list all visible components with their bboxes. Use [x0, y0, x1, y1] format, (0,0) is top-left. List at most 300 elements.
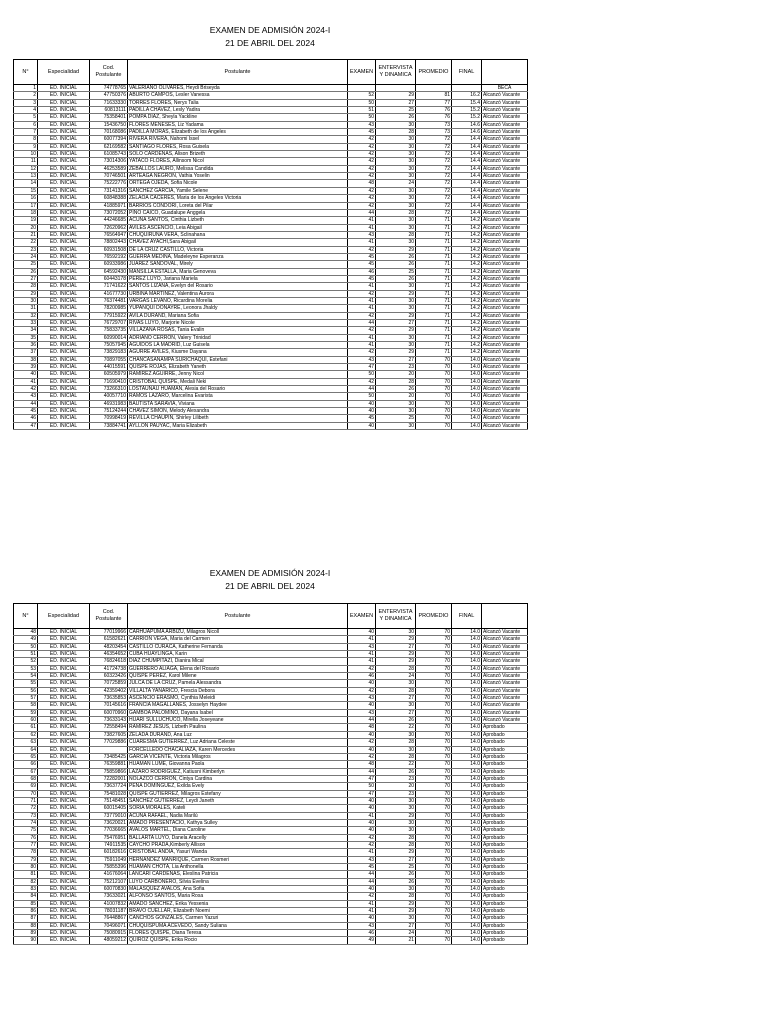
row-promedio: 70 — [416, 841, 452, 848]
row-examen: 47 — [348, 790, 376, 797]
row-examen: 42 — [348, 739, 376, 746]
row-number: 32 — [14, 312, 38, 319]
row-final: 14.2 — [452, 275, 482, 282]
table-body — [14, 85, 528, 430]
row-codigo: 75124244 — [90, 408, 128, 415]
table-row — [14, 85, 528, 92]
row-final: 14.2 — [452, 246, 482, 253]
row-especialidad: ED. INICIAL — [38, 99, 90, 106]
row-number: 16 — [14, 195, 38, 202]
table-row — [14, 92, 528, 99]
row-number: 85 — [14, 900, 38, 907]
table-row — [14, 114, 528, 121]
row-number: 57 — [14, 695, 38, 702]
row-number: 48 — [14, 629, 38, 636]
exam-title: EXAMEN DE ADMISIÓN 2024-I — [209, 568, 331, 578]
row-postulante: RIVERA RIVERA, Nahomi Issel — [128, 136, 348, 143]
table-row — [14, 239, 528, 246]
row-examen: 44 — [348, 209, 376, 216]
row-entrevista: 30 — [376, 165, 416, 172]
row-estado: Alcanzó Vacante — [482, 422, 528, 429]
row-examen: 45 — [348, 253, 376, 260]
row-entrevista: 26 — [376, 717, 416, 724]
row-especialidad: ED. INICIAL — [38, 378, 90, 385]
table-row — [14, 665, 528, 672]
row-especialidad: ED. INICIAL — [38, 165, 90, 172]
row-final: 14.2 — [452, 253, 482, 260]
row-number: 42 — [14, 386, 38, 393]
row-number: 24 — [14, 253, 38, 260]
row-estado: Alcanzó Vacante — [482, 297, 528, 304]
row-estado: Aprobado — [482, 930, 528, 937]
row-postulante: GAMBOA PALOMINO, Dayana Isabel — [128, 709, 348, 716]
row-codigo: 70746501 — [90, 173, 128, 180]
row-examen: 40 — [348, 702, 376, 709]
row-codigo: 60015405 — [90, 805, 128, 812]
row-number: 11 — [14, 158, 38, 165]
row-promedio: 70 — [416, 378, 452, 385]
row-estado: Aprobado — [482, 908, 528, 915]
row-entrevista: 21 — [376, 937, 416, 944]
row-especialidad: ED. INICIAL — [38, 908, 90, 915]
row-examen: 42 — [348, 136, 376, 143]
row-promedio: 72 — [416, 209, 452, 216]
row-number: 60 — [14, 717, 38, 724]
row-estado: Aprobado — [482, 856, 528, 863]
row-codigo: 60443178 — [90, 275, 128, 282]
table-row — [14, 680, 528, 687]
row-examen: 41 — [348, 908, 376, 915]
row-final: 14.0 — [452, 687, 482, 694]
row-final: 14.2 — [452, 283, 482, 290]
row-estado: Alcanzó Vacante — [482, 107, 528, 114]
row-especialidad: ED. INICIAL — [38, 717, 90, 724]
row-examen: 48 — [348, 180, 376, 187]
row-especialidad: ED. INICIAL — [38, 805, 90, 812]
row-final: 14.0 — [452, 893, 482, 900]
row-postulante: CHUQUIRUNA VERA, Sclinahana — [128, 231, 348, 238]
row-especialidad: ED. INICIAL — [38, 85, 90, 92]
row-codigo: 72558494 — [90, 724, 128, 731]
row-number: 49 — [14, 636, 38, 643]
row-examen: 42 — [348, 687, 376, 694]
row-examen — [348, 85, 376, 92]
row-examen: 41 — [348, 297, 376, 304]
row-promedio: 71 — [416, 320, 452, 327]
row-number: 55 — [14, 680, 38, 687]
row-promedio: 72 — [416, 151, 452, 158]
row-final: 14.0 — [452, 731, 482, 738]
row-promedio: 70 — [416, 673, 452, 680]
row-estado: Alcanzó Vacante — [482, 629, 528, 636]
row-estado: Aprobado — [482, 812, 528, 819]
row-number: 71 — [14, 797, 38, 804]
row-codigo: 76564947 — [90, 231, 128, 238]
row-number: 14 — [14, 180, 38, 187]
row-final: 14.0 — [452, 827, 482, 834]
row-number: 4 — [14, 107, 38, 114]
row-estado: Alcanzó Vacante — [482, 92, 528, 99]
row-entrevista: 30 — [376, 680, 416, 687]
row-codigo: 70998419 — [90, 415, 128, 422]
row-examen: 41 — [348, 305, 376, 312]
row-promedio: 72 — [416, 202, 452, 209]
row-codigo: 73141316 — [90, 187, 128, 194]
row-final: 14.4 — [452, 202, 482, 209]
row-estado: Alcanzó Vacante — [482, 702, 528, 709]
row-estado: Aprobado — [482, 849, 528, 856]
row-examen: 41 — [348, 334, 376, 341]
row-examen: 42 — [348, 753, 376, 760]
row-number: 43 — [14, 393, 38, 400]
row-examen: 40 — [348, 886, 376, 893]
row-especialidad: ED. INICIAL — [38, 129, 90, 136]
row-estado: Alcanzó Vacante — [482, 415, 528, 422]
row-examen: 41 — [348, 900, 376, 907]
row-codigo: 77036665 — [90, 827, 128, 834]
row-number: 69 — [14, 783, 38, 790]
row-entrevista: 20 — [376, 393, 416, 400]
row-number: 22 — [14, 239, 38, 246]
row-codigo: 75476951 — [90, 834, 128, 841]
row-postulante: GUERRERO ALIAGA, Elena del Rosario — [128, 665, 348, 672]
row-number: 75 — [14, 827, 38, 834]
row-final: 14.0 — [452, 930, 482, 937]
row-estado: Aprobado — [482, 922, 528, 929]
row-codigo: 60070960 — [90, 709, 128, 716]
row-especialidad: ED. INICIAL — [38, 695, 90, 702]
row-promedio: 70 — [416, 783, 452, 790]
row-promedio: 72 — [416, 180, 452, 187]
row-final: 14.0 — [452, 878, 482, 885]
row-entrevista: 29 — [376, 246, 416, 253]
row-estado: Alcanzó Vacante — [482, 202, 528, 209]
row-examen: 42 — [348, 893, 376, 900]
row-final: 14.2 — [452, 268, 482, 275]
table-row — [14, 702, 528, 709]
row-examen: 45 — [348, 864, 376, 871]
row-promedio: 70 — [416, 834, 452, 841]
row-postulante: CHAVEZ AYACHI,Sara Abigail — [128, 239, 348, 246]
row-number: 13 — [14, 173, 38, 180]
table-row — [14, 753, 528, 760]
row-promedio: 70 — [416, 643, 452, 650]
row-especialidad: ED. INICIAL — [38, 687, 90, 694]
row-final: 14.4 — [452, 165, 482, 172]
row-examen: 44 — [348, 768, 376, 775]
row-especialidad: ED. INICIAL — [38, 246, 90, 253]
row-estado: Alcanzó Vacante — [482, 400, 528, 407]
row-final: 14.2 — [452, 334, 482, 341]
row-estado: Alcanzó Vacante — [482, 651, 528, 658]
row-codigo: 41676064 — [90, 871, 128, 878]
row-promedio: 71 — [416, 231, 452, 238]
row-especialidad: ED. INICIAL — [38, 812, 90, 819]
table-row — [14, 364, 528, 371]
row-final: 14.0 — [452, 900, 482, 907]
row-estado: Alcanzó Vacante — [482, 99, 528, 106]
row-postulante: CHUQUISPUMA ACEVEDO, Sandy Suliana — [128, 922, 348, 929]
row-promedio: 70 — [416, 658, 452, 665]
row-codigo: 73829183 — [90, 349, 128, 356]
row-estado: Alcanzó Vacante — [482, 195, 528, 202]
row-estado: Alcanzó Vacante — [482, 143, 528, 150]
row-examen: 43 — [348, 695, 376, 702]
col-especialidad: Especialidad — [38, 60, 90, 85]
row-postulante: BARRIOS CONDORI, Loreta del Pilar — [128, 202, 348, 209]
row-especialidad: ED. INICIAL — [38, 187, 90, 194]
row-final: 14.0 — [452, 768, 482, 775]
row-codigo: 47750376 — [90, 92, 128, 99]
row-entrevista: 29 — [376, 312, 416, 319]
row-final: 15.2 — [452, 107, 482, 114]
row-especialidad: ED. INICIAL — [38, 320, 90, 327]
row-estado: Alcanzó Vacante — [482, 165, 528, 172]
row-final: 14.6 — [452, 129, 482, 136]
table-row — [14, 422, 528, 429]
row-examen: 40 — [348, 915, 376, 922]
row-promedio: 70 — [416, 900, 452, 907]
row-entrevista: 29 — [376, 651, 416, 658]
col-especialidad: Especialidad — [38, 604, 90, 629]
table-row — [14, 231, 528, 238]
row-promedio: 70 — [416, 665, 452, 672]
row-examen: 44 — [348, 717, 376, 724]
row-entrevista: 30 — [376, 143, 416, 150]
row-number: 39 — [14, 364, 38, 371]
row-examen: 44 — [348, 871, 376, 878]
row-codigo: 75358401 — [90, 114, 128, 121]
row-number: 19 — [14, 217, 38, 224]
row-estado: Alcanzó Vacante — [482, 224, 528, 231]
row-number: 87 — [14, 915, 38, 922]
row-especialidad: ED. INICIAL — [38, 121, 90, 128]
row-especialidad: ED. INICIAL — [38, 173, 90, 180]
row-postulante: ORTEGA OJEDA, Sofia Nicole — [128, 180, 348, 187]
row-number: 80 — [14, 864, 38, 871]
row-especialidad: ED. INICIAL — [38, 915, 90, 922]
row-number: 74 — [14, 819, 38, 826]
row-codigo: 41677730 — [90, 290, 128, 297]
row-postulante: HERNANDEZ MANRIQUE, Carmen Rosmeri — [128, 856, 348, 863]
row-especialidad: ED. INICIAL — [38, 834, 90, 841]
row-postulante: URBINA MARTINEZ, Valentina Aurora — [128, 290, 348, 297]
row-number: 61 — [14, 724, 38, 731]
row-promedio: 70 — [416, 629, 452, 636]
row-codigo: 75148451 — [90, 797, 128, 804]
row-estado: Aprobado — [482, 797, 528, 804]
row-final: 16.2 — [452, 92, 482, 99]
row-entrevista: 30 — [376, 283, 416, 290]
row-number: 59 — [14, 709, 38, 716]
row-number: 27 — [14, 275, 38, 282]
col-postulante: Postulante — [128, 604, 348, 629]
row-entrevista: 27 — [376, 695, 416, 702]
table-row — [14, 922, 528, 929]
row-postulante: ASCENCIO ERASMO, Cynthia Meleidi — [128, 695, 348, 702]
row-codigo: 74911535 — [90, 841, 128, 848]
row-examen: 41 — [348, 636, 376, 643]
row-examen: 45 — [348, 275, 376, 282]
sheet-page-2 — [0, 540, 768, 1024]
row-especialidad: ED. INICIAL — [38, 422, 90, 429]
row-promedio: 70 — [416, 393, 452, 400]
row-entrevista: 30 — [376, 342, 416, 349]
row-final: 14.2 — [452, 305, 482, 312]
row-especialidad: ED. INICIAL — [38, 930, 90, 937]
row-postulante: AMADO SANCHEZ, Erika Yessenia — [128, 900, 348, 907]
table-row — [14, 864, 528, 871]
row-promedio: 71 — [416, 349, 452, 356]
table-body — [14, 629, 528, 945]
row-examen: 42 — [348, 327, 376, 334]
row-entrevista: 28 — [376, 834, 416, 841]
row-estado: Alcanzó Vacante — [482, 261, 528, 268]
row-examen: 42 — [348, 165, 376, 172]
table-row — [14, 342, 528, 349]
row-postulante: ZELAOA CACERES, Maria de los Angeles Victoria — [128, 195, 348, 202]
row-promedio: 70 — [416, 937, 452, 944]
row-postulante: SOLO CARDENAS, Alison Brizeth — [128, 151, 348, 158]
table-row — [14, 856, 528, 863]
row-postulante: QUISPE GUTIERREZ, Milagros Estefany — [128, 790, 348, 797]
table-row — [14, 356, 528, 363]
row-final: 14.0 — [452, 651, 482, 658]
row-especialidad: ED. INICIAL — [38, 819, 90, 826]
row-estado: Alcanzó Vacante — [482, 305, 528, 312]
row-postulante: ADRIANO CERRON, Valery Trinidad — [128, 334, 348, 341]
row-postulante: HUAMAN CHOTA, Lia Anthonella — [128, 864, 348, 871]
row-estado: BECA — [482, 85, 528, 92]
row-examen: 42 — [348, 143, 376, 150]
row-entrevista: 29 — [376, 812, 416, 819]
table-row — [14, 768, 528, 775]
row-final: 14.0 — [452, 746, 482, 753]
row-especialidad: ED. INICIAL — [38, 371, 90, 378]
row-examen: 43 — [348, 709, 376, 716]
row-entrevista: 26 — [376, 871, 416, 878]
row-estado: Alcanzó Vacante — [482, 173, 528, 180]
row-examen: 42 — [348, 834, 376, 841]
row-number: 50 — [14, 643, 38, 650]
row-number: 29 — [14, 290, 38, 297]
row-postulante: POMPA DIAZ, Sheyla Yackline — [128, 114, 348, 121]
row-promedio: 71 — [416, 342, 452, 349]
row-entrevista: 30 — [376, 187, 416, 194]
row-postulante: SANTIAGO FLORES, Rosa Guisela — [128, 143, 348, 150]
row-especialidad: ED. INICIAL — [38, 239, 90, 246]
table-row — [14, 827, 528, 834]
row-entrevista: 27 — [376, 856, 416, 863]
row-postulante: CARHUAPUMA ARBIZU, Milagros Nicoll — [128, 629, 348, 636]
row-estado: Alcanzó Vacante — [482, 151, 528, 158]
table-row — [14, 805, 528, 812]
row-final: 14.2 — [452, 342, 482, 349]
row-final: 14.0 — [452, 643, 482, 650]
row-number: 86 — [14, 908, 38, 915]
row-final: 14.0 — [452, 636, 482, 643]
row-promedio: 72 — [416, 158, 452, 165]
row-entrevista: 30 — [376, 202, 416, 209]
table-row — [14, 930, 528, 937]
table-row — [14, 761, 528, 768]
row-entrevista: 27 — [376, 320, 416, 327]
row-final: 14.0 — [452, 364, 482, 371]
row-final: 14.2 — [452, 320, 482, 327]
row-estado: Aprobado — [482, 753, 528, 760]
row-codigo: 72620962 — [90, 224, 128, 231]
row-final: 14.0 — [452, 849, 482, 856]
exam-date: 21 DE ABRIL DEL 2024 — [225, 581, 315, 591]
row-promedio: 70 — [416, 797, 452, 804]
col-promedio: PROMEDIO — [416, 604, 452, 629]
row-especialidad: ED. INICIAL — [38, 312, 90, 319]
row-especialidad: ED. INICIAL — [38, 871, 90, 878]
table-row — [14, 709, 528, 716]
row-number: 25 — [14, 261, 38, 268]
row-promedio: 70 — [416, 864, 452, 871]
row-promedio: 71 — [416, 334, 452, 341]
row-postulante: CHAVEZ SIMON, Melody Alexandra — [128, 408, 348, 415]
table-row — [14, 187, 528, 194]
row-final: 14.0 — [452, 856, 482, 863]
row-examen: 46 — [348, 673, 376, 680]
table-row — [14, 937, 528, 944]
row-especialidad: ED. INICIAL — [38, 651, 90, 658]
row-entrevista: 26 — [376, 768, 416, 775]
row-examen: 42 — [348, 158, 376, 165]
row-postulante: SANTOS LIZANA, Evelyn del Rosario — [128, 283, 348, 290]
row-number: 83 — [14, 886, 38, 893]
row-estado: Aprobado — [482, 871, 528, 878]
row-entrevista: 27 — [376, 643, 416, 650]
row-codigo: 64592430 — [90, 268, 128, 275]
table-row — [14, 158, 528, 165]
row-final: 14.0 — [452, 908, 482, 915]
table-row — [14, 717, 528, 724]
row-number: 44 — [14, 400, 38, 407]
table-row — [14, 261, 528, 268]
row-especialidad: ED. INICIAL — [38, 827, 90, 834]
row-especialidad: ED. INICIAL — [38, 297, 90, 304]
row-examen: 52 — [348, 92, 376, 99]
row-final: 14.0 — [452, 665, 482, 672]
row-number: 6 — [14, 121, 38, 128]
exam-date: 21 DE ABRIL DEL 2024 — [225, 38, 315, 48]
col-n: N° — [14, 60, 38, 85]
row-number: 78 — [14, 849, 38, 856]
row-examen: 42 — [348, 195, 376, 202]
row-entrevista: 25 — [376, 864, 416, 871]
row-postulante: CUBA HUAYLINGA, Karin — [128, 651, 348, 658]
row-codigo: 75855396 — [90, 864, 128, 871]
table-row — [14, 643, 528, 650]
row-final: 15.4 — [452, 99, 482, 106]
row-entrevista: 26 — [376, 275, 416, 282]
row-entrevista: 30 — [376, 915, 416, 922]
row-promedio: 71 — [416, 275, 452, 282]
row-promedio: 81 — [416, 92, 452, 99]
row-promedio: 71 — [416, 253, 452, 260]
row-promedio: 70 — [416, 908, 452, 915]
row-codigo: 44246685 — [90, 217, 128, 224]
row-promedio: 70 — [416, 812, 452, 819]
row-final: 14.0 — [452, 783, 482, 790]
row-postulante: AVILES ASCENCIO, Leia Abigail — [128, 224, 348, 231]
row-entrevista: 22 — [376, 761, 416, 768]
row-final: 14.0 — [452, 841, 482, 848]
row-estado: Alcanzó Vacante — [482, 695, 528, 702]
